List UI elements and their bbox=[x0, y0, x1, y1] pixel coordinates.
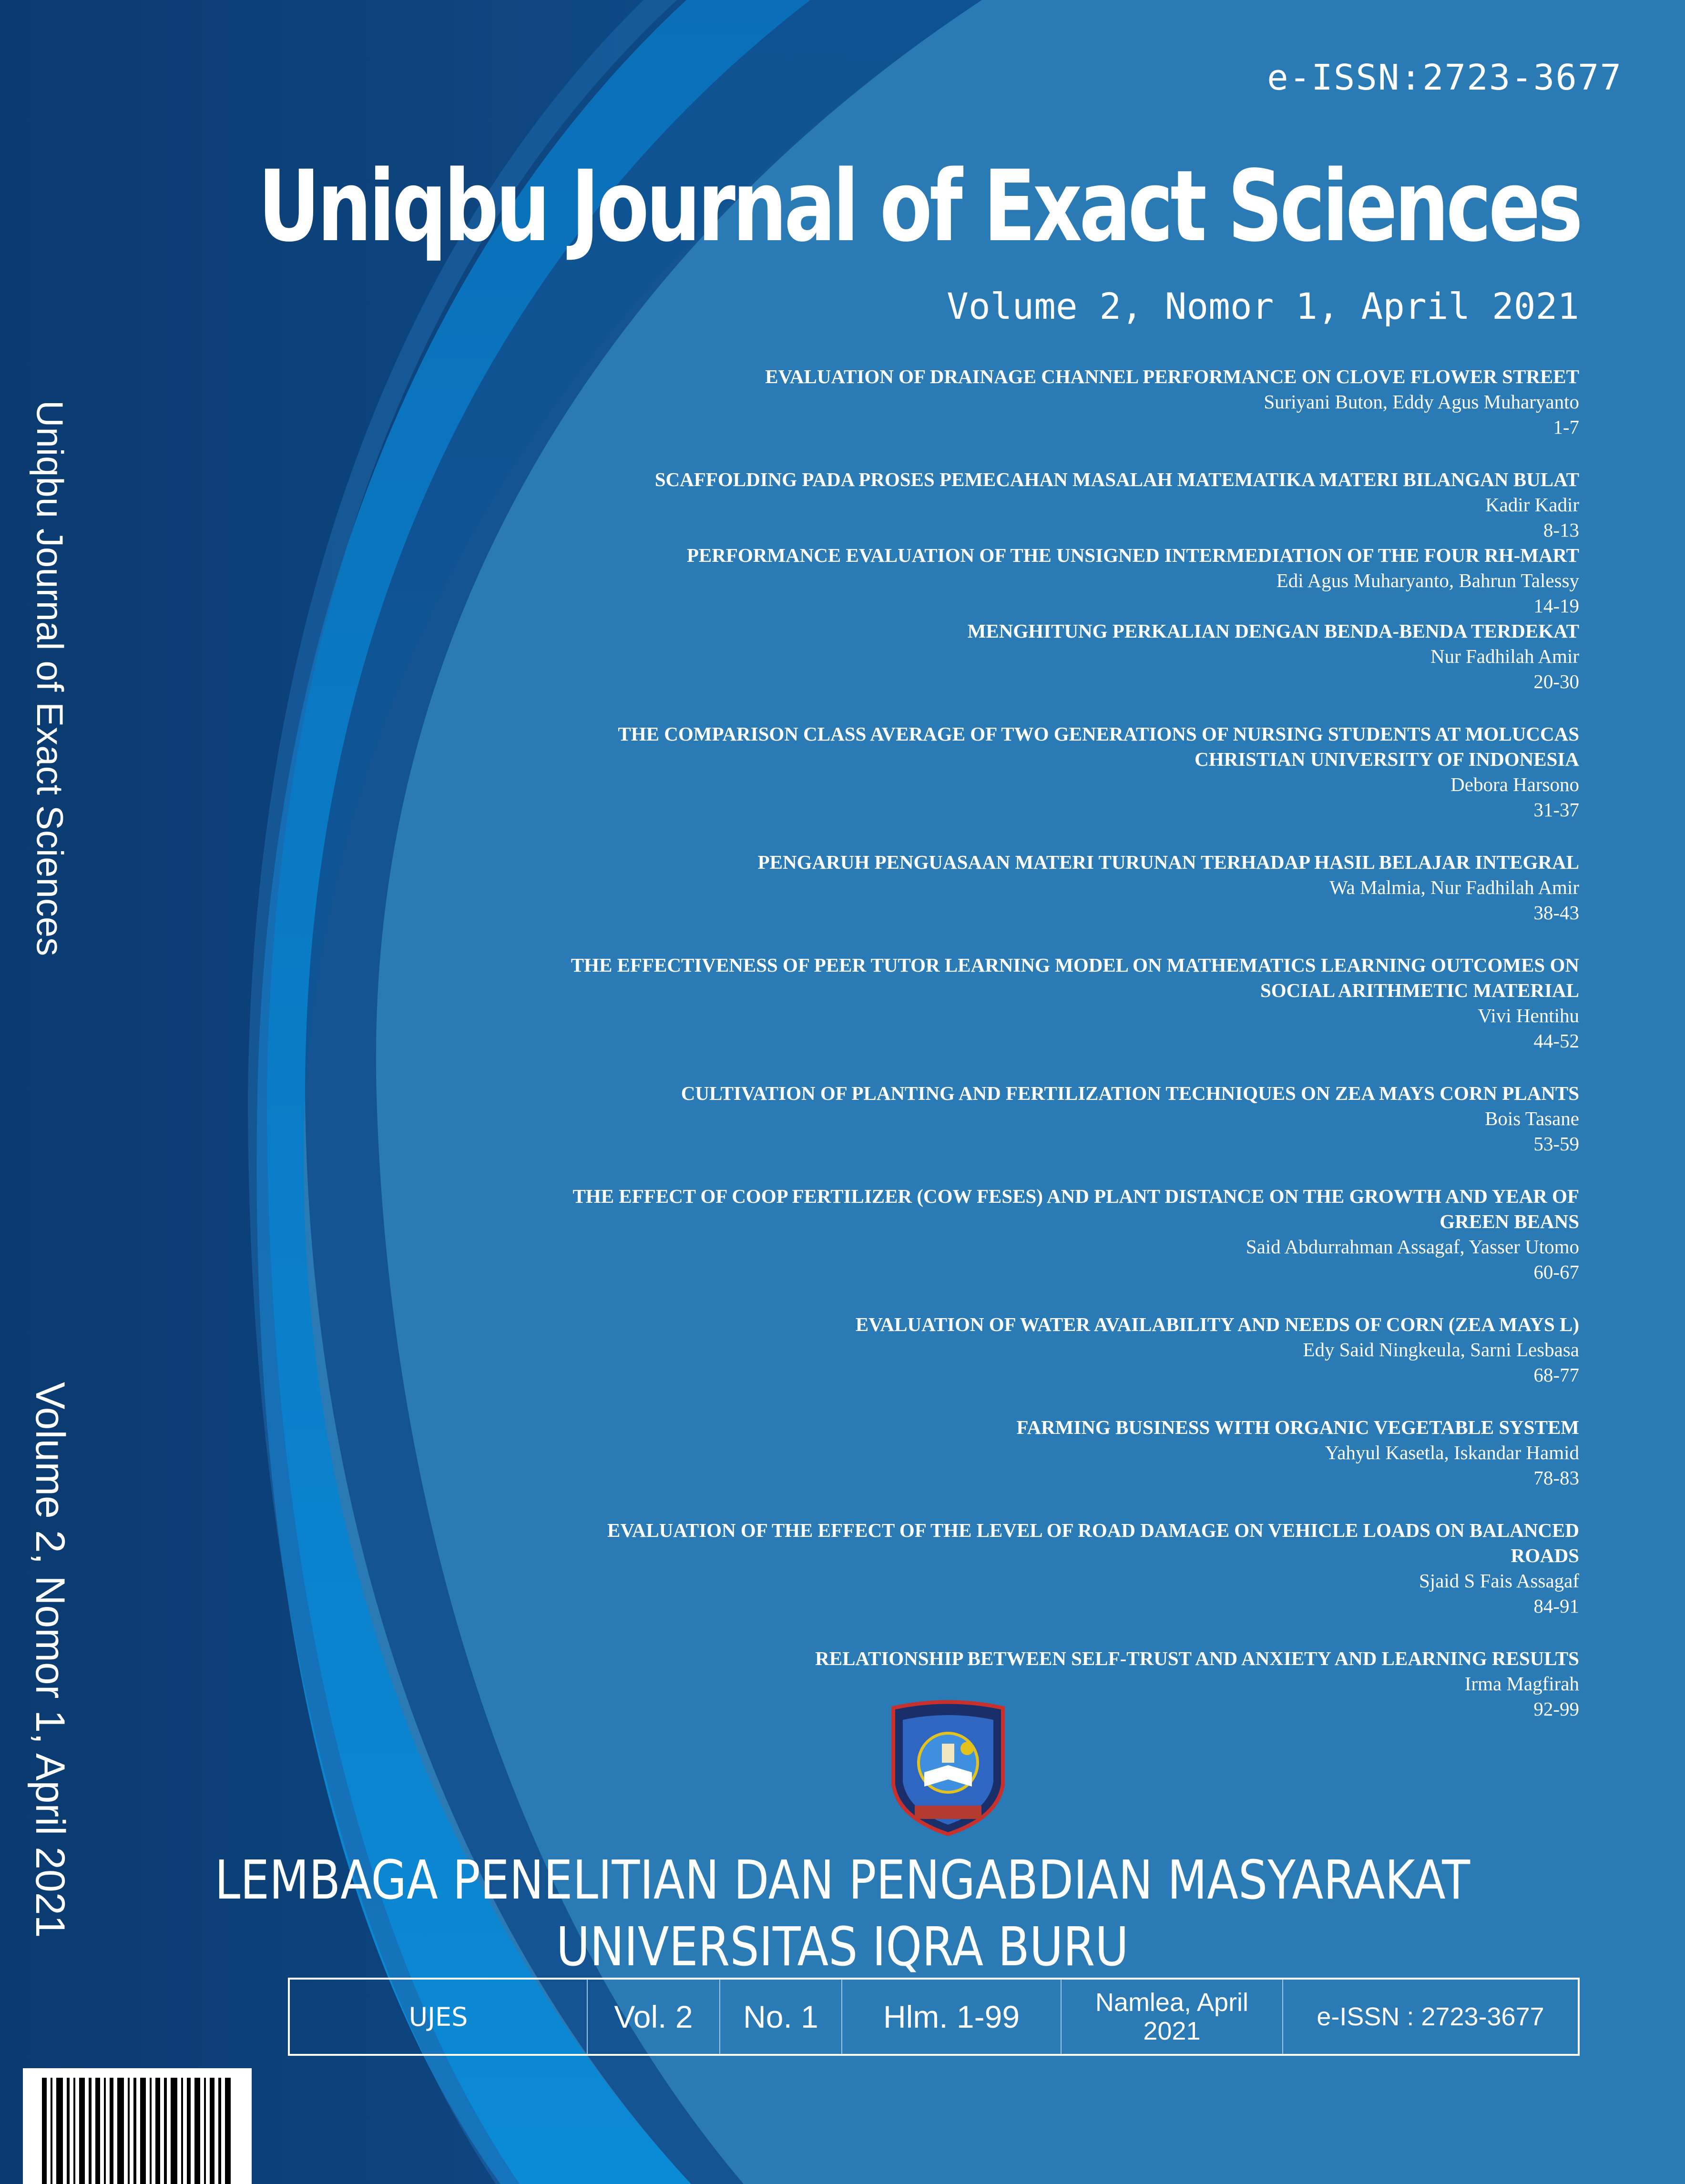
article-pages: 31-37 bbox=[1533, 799, 1579, 821]
article-pages: 38-43 bbox=[1533, 902, 1579, 924]
issn-cell: e-ISSN : 2723-3677 bbox=[1317, 2002, 1544, 2031]
article-entry bbox=[292, 953, 1579, 1054]
pages-cell: Hlm. 1-99 bbox=[842, 1980, 1062, 2054]
article-pages: 14-19 bbox=[1533, 595, 1579, 617]
university-crest-logo bbox=[888, 1698, 1008, 1837]
article-title-continued: ROADS bbox=[1511, 1544, 1579, 1566]
barcode bbox=[23, 2068, 252, 2184]
article-title: THE EFFECTIVENESS OF PEER TUTOR LEARNING MODEL ON MATHEMATICS LEARNING OUTCOMES ON bbox=[571, 954, 1579, 976]
article-pages: 92-99 bbox=[1533, 1698, 1579, 1720]
article-title: THE EFFECT OF COOP FERTILIZER (COW FESES) AND PLANT DISTANCE ON THE GROWTH AND YEAR OF bbox=[572, 1185, 1579, 1207]
spine-journal-title: Uniqbu Journal of Exact Sciences bbox=[29, 400, 71, 956]
spine-volume-line: Volume 2, Nomor 1, April 2021 bbox=[27, 1382, 73, 1938]
article-authors: Irma Magfirah bbox=[1464, 1673, 1579, 1695]
article-authors: Sjaid S Fais Assagaf bbox=[1419, 1570, 1579, 1592]
issn-header: e-ISSN:2723-3677 bbox=[1267, 57, 1622, 98]
article-authors: Kadir Kadir bbox=[1485, 494, 1579, 516]
article-authors: Bois Tasane bbox=[1485, 1107, 1579, 1129]
article-entry bbox=[292, 619, 1579, 694]
article-authors: Wa Malmia, Nur Fadhilah Amir bbox=[1329, 876, 1579, 898]
article-entry bbox=[292, 1081, 1579, 1157]
article-entry bbox=[292, 467, 1579, 543]
article-title: EVALUATION OF THE EFFECT OF THE LEVEL OF ROAD DAMAGE ON VEHICLE LOADS ON BALANCED bbox=[607, 1519, 1579, 1541]
article-title: EVALUATION OF DRAINAGE CHANNEL PERFORMANCE ON CLOVE FLOWER STREET bbox=[765, 366, 1579, 387]
publisher-line-2: UNIVERSITAS IQRA BURU bbox=[556, 1916, 1129, 1978]
article-pages: 1-7 bbox=[1553, 416, 1579, 438]
article-authors: Suriyani Buton, Eddy Agus Muharyanto bbox=[1264, 391, 1579, 413]
article-pages: 44-52 bbox=[1533, 1030, 1579, 1052]
volume-issue-line: Volume 2, Nomor 1, April 2021 bbox=[947, 285, 1579, 327]
article-title: THE COMPARISON CLASS AVERAGE OF TWO GENERATIONS OF NURSING STUDENTS AT MOLUCCAS bbox=[618, 723, 1579, 745]
journal-abbreviation: UJES bbox=[290, 1980, 588, 2054]
number-cell: No. 1 bbox=[720, 1980, 842, 2054]
article-pages: 60-67 bbox=[1533, 1261, 1579, 1283]
volume-cell: Vol. 2 bbox=[588, 1980, 720, 2054]
article-title: CULTIVATION OF PLANTING AND FERTILIZATION TECHNIQUES ON ZEA MAYS CORN PLANTS bbox=[681, 1082, 1579, 1104]
article-authors: Said Abdurrahman Assagaf, Yasser Utomo bbox=[1246, 1236, 1579, 1258]
article-pages: 53-59 bbox=[1533, 1133, 1579, 1155]
article-authors: Debora Harsono bbox=[1450, 773, 1579, 795]
article-entry bbox=[292, 721, 1579, 823]
article-pages: 68-77 bbox=[1533, 1364, 1579, 1386]
article-title-continued: CHRISTIAN UNIVERSITY OF INDONESIA bbox=[1195, 748, 1579, 770]
article-pages: 8-13 bbox=[1543, 519, 1579, 541]
article-entry bbox=[292, 1518, 1579, 1619]
article-title: PERFORMANCE EVALUATION OF THE UNSIGNED INTERMEDIATION OF THE FOUR RH-MART bbox=[686, 544, 1579, 566]
article-pages: 78-83 bbox=[1533, 1467, 1579, 1489]
article-title: RELATIONSHIP BETWEEN SELF-TRUST AND ANXIETY AND LEARNING RESULTS bbox=[815, 1647, 1579, 1669]
article-title-continued: GREEN BEANS bbox=[1440, 1210, 1579, 1232]
article-title: MENGHITUNG PERKALIAN DENGAN BENDA-BENDA TERDEKAT bbox=[967, 620, 1579, 642]
article-entry bbox=[292, 1184, 1579, 1285]
article-entry bbox=[292, 1312, 1579, 1388]
table-of-contents bbox=[292, 364, 1579, 1722]
place-date-cell: Namlea, April 2021 bbox=[1062, 1980, 1283, 2054]
article-title: PENGARUH PENGUASAAN MATERI TURUNAN TERHADAP HASIL BELAJAR INTEGRAL bbox=[757, 851, 1579, 873]
publisher-block bbox=[0, 1847, 1685, 1981]
journal-title: Uniqbu Journal of Exact Sciences bbox=[258, 149, 1580, 264]
article-pages: 84-91 bbox=[1533, 1595, 1579, 1617]
article-entry bbox=[292, 364, 1579, 440]
article-authors: Edy Said Ningkeula, Sarni Lesbasa bbox=[1303, 1339, 1579, 1361]
article-authors: Vivi Hentihu bbox=[1478, 1005, 1579, 1026]
publisher-line-1: LEMBAGA PENELITIAN DAN PENGABDIAN MASYARAKAT bbox=[214, 1849, 1471, 1911]
article-pages: 20-30 bbox=[1533, 670, 1579, 692]
article-authors: Yahyul Kasetla, Iskandar Hamid bbox=[1325, 1442, 1579, 1463]
article-title-continued: SOCIAL ARITHMETIC MATERIAL bbox=[1260, 979, 1579, 1001]
article-entry bbox=[292, 850, 1579, 925]
issue-info-table bbox=[288, 1978, 1580, 2056]
article-entry bbox=[292, 1415, 1579, 1491]
article-authors: Nur Fadhilah Amir bbox=[1430, 645, 1579, 667]
article-authors: Edi Agus Muharyanto, Bahrun Talessy bbox=[1276, 569, 1579, 591]
article-title: EVALUATION OF WATER AVAILABILITY AND NEEDS OF CORN (ZEA MAYS L) bbox=[855, 1313, 1579, 1335]
article-title: FARMING BUSINESS WITH ORGANIC VEGETABLE SYSTEM bbox=[1016, 1416, 1579, 1438]
article-title: SCAFFOLDING PADA PROSES PEMECAHAN MASALAH MATEMATIKA MATERI BILANGAN BULAT bbox=[654, 468, 1579, 490]
article-entry bbox=[292, 543, 1579, 619]
